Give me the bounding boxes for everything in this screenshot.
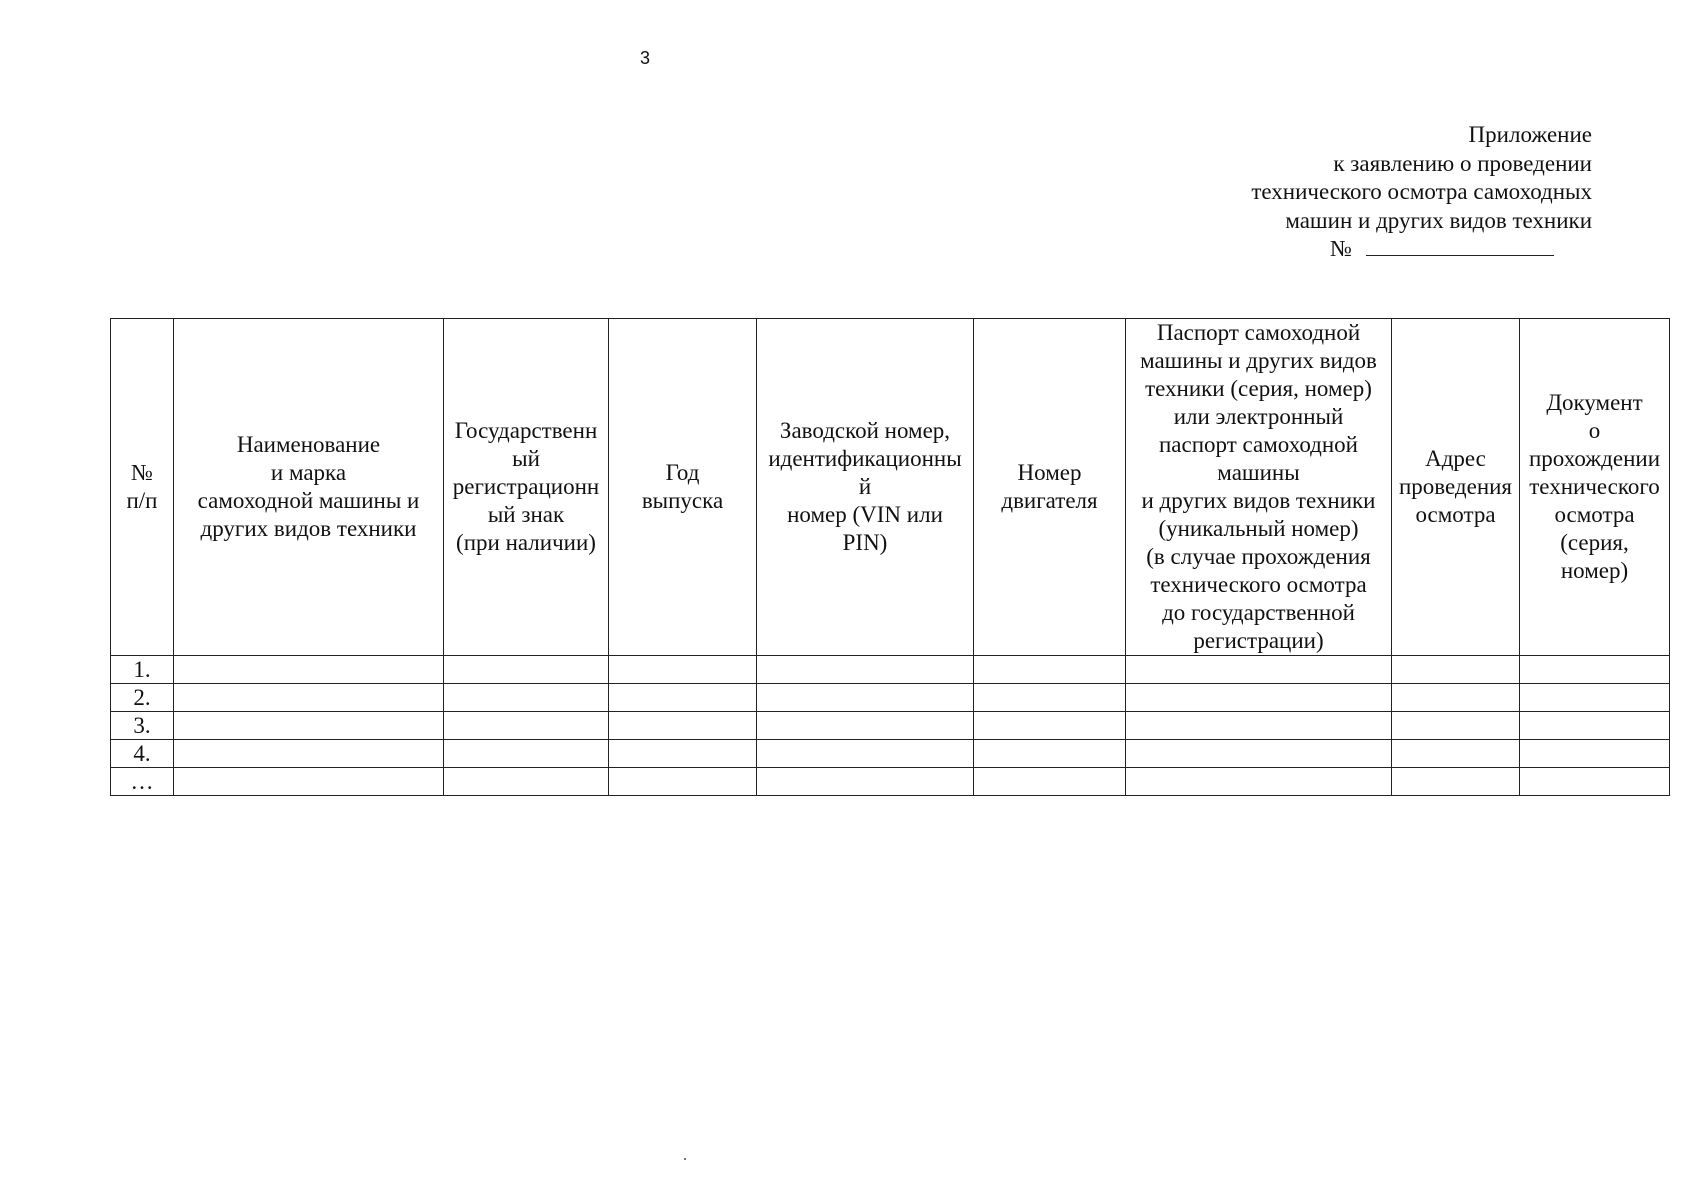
table-cell[interactable]: [757, 740, 974, 768]
table-cell[interactable]: [444, 712, 609, 740]
header-name-and-brand: Наименование и марка самоходной машины и других видов техники: [174, 319, 444, 656]
header-row-number: № п/п: [111, 319, 174, 656]
table-cell[interactable]: [174, 684, 444, 712]
table-cell[interactable]: [1520, 684, 1670, 712]
header-year: Год выпуска: [609, 319, 757, 656]
row-number-cell: …: [111, 768, 174, 796]
table-cell[interactable]: [974, 684, 1126, 712]
table-cell[interactable]: [1392, 684, 1520, 712]
table-cell[interactable]: [1392, 768, 1520, 796]
header-registration-plate: Государственн ый регистрационн ый знак (при наличии): [444, 319, 609, 656]
table-cell[interactable]: [974, 768, 1126, 796]
table-cell[interactable]: [1520, 740, 1670, 768]
number-blank-field[interactable]: [1366, 237, 1554, 256]
scan-artifact-dot: [684, 1158, 686, 1160]
row-number-cell: 2.: [111, 684, 174, 712]
table-row: [111, 740, 1670, 768]
table-cell[interactable]: [174, 712, 444, 740]
vehicles-table: [110, 318, 1670, 796]
table-cell[interactable]: [444, 740, 609, 768]
table-cell[interactable]: [609, 712, 757, 740]
page-number: 3: [640, 48, 651, 68]
number-sign: №: [1330, 236, 1352, 261]
header-engine-number: Номер двигателя: [974, 319, 1126, 656]
table-cell[interactable]: [1392, 656, 1520, 684]
table-cell[interactable]: [174, 656, 444, 684]
table-cell[interactable]: [1520, 656, 1670, 684]
table-cell[interactable]: [609, 684, 757, 712]
table-cell[interactable]: [1520, 768, 1670, 796]
table-row: [111, 768, 1670, 796]
appendix-number-line: [1251, 235, 1592, 264]
table-cell[interactable]: [1126, 768, 1392, 796]
table-cell[interactable]: [974, 712, 1126, 740]
table-row: [111, 684, 1670, 712]
appendix-title: Приложение: [1468, 122, 1592, 147]
appendix-line-2: к заявлению о проведении: [1333, 150, 1592, 176]
table-header-row: [111, 319, 1670, 656]
table-cell[interactable]: [1126, 684, 1392, 712]
appendix-line-3: технического осмотра самоходных: [1251, 179, 1592, 204]
table-cell[interactable]: [1126, 740, 1392, 768]
table-cell[interactable]: [174, 740, 444, 768]
header-serial-vin: Заводской номер, идентификационны й номер (VIN или PIN): [757, 319, 974, 656]
table-cell[interactable]: [1392, 740, 1520, 768]
table-cell[interactable]: [974, 656, 1126, 684]
table-cell[interactable]: [757, 712, 974, 740]
table-row: [111, 712, 1670, 740]
table-cell[interactable]: [444, 768, 609, 796]
table-cell[interactable]: [609, 740, 757, 768]
table-cell[interactable]: [1126, 712, 1392, 740]
table-cell[interactable]: [174, 768, 444, 796]
table-cell[interactable]: [609, 768, 757, 796]
appendix-heading: [1251, 121, 1592, 264]
table-cell[interactable]: [1126, 656, 1392, 684]
table-cell[interactable]: [974, 740, 1126, 768]
table-cell[interactable]: [757, 656, 974, 684]
table-cell[interactable]: [1520, 712, 1670, 740]
row-number-cell: 3.: [111, 712, 174, 740]
table-cell[interactable]: [609, 656, 757, 684]
header-inspection-document: Документ о прохождении технического осмотра (серия, номер): [1520, 319, 1670, 656]
appendix-line-4: машин и других видов техники: [1285, 207, 1592, 233]
table-cell[interactable]: [444, 684, 609, 712]
table-cell[interactable]: [757, 768, 974, 796]
table-row: [111, 656, 1670, 684]
row-number-cell: 4.: [111, 740, 174, 768]
header-inspection-address: Адрес проведения осмотра: [1392, 319, 1520, 656]
header-passport: Паспорт самоходной машины и других видов техники (серия, номер) или электронный паспорт самоходной машины и других видов техники (уникальный номер) (в случае прохождения технического осмотра до государственной регистрации): [1126, 319, 1392, 656]
row-number-cell: 1.: [111, 656, 174, 684]
table-cell[interactable]: [757, 684, 974, 712]
table-cell[interactable]: [1392, 712, 1520, 740]
table-cell[interactable]: [444, 656, 609, 684]
table-body: [111, 656, 1670, 796]
